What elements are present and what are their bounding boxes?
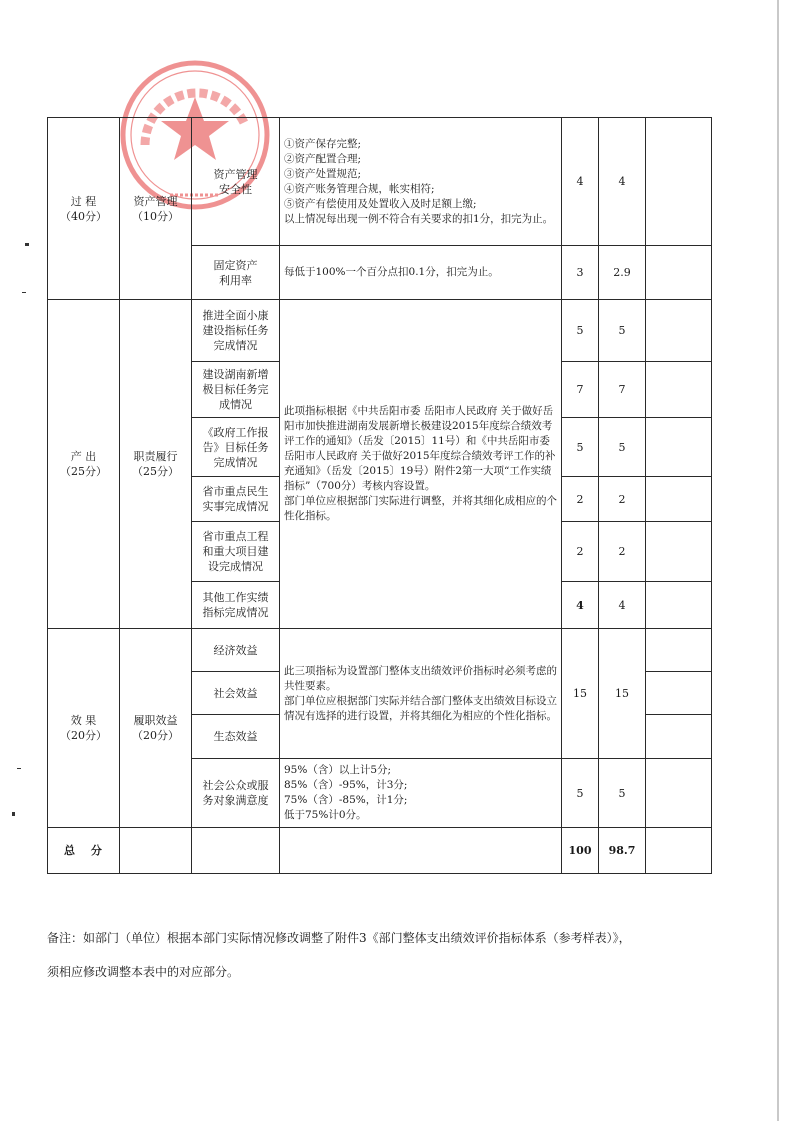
remark-cell [646, 715, 712, 759]
indicator-output-item: 其他工作实绩 指标完成情况 [192, 582, 280, 629]
criteria-asset-safety: ①资产保存完整; ②资产配置合理; ③资产处置规范; ④资产账务管理合规，帐实相符; ⑤资产有偿使用及处置收入及时足额上缴; 以上情况每出现一例不符合有关要求的扣1分，扣完为止。 [280, 118, 562, 246]
remark-cell [646, 629, 712, 672]
actual-score-cell: 15 [599, 629, 646, 759]
category-cell-effect: 效 果 （20分） [48, 629, 120, 828]
table-row [48, 300, 712, 362]
empty-cell [280, 828, 562, 874]
actual-score-cell: 2.9 [599, 246, 646, 300]
remark-cell [646, 828, 712, 874]
indicator-satisfaction: 社会公众或服 务对象满意度 [192, 759, 280, 828]
subcategory-cell-performance-benefit: 履职效益 （20分） [120, 629, 192, 828]
indicator-asset-safety: 资产管理 安全性 [192, 118, 280, 246]
score-cell: 4 [562, 118, 599, 246]
actual-score-cell: 5 [599, 759, 646, 828]
remark-cell [646, 118, 712, 246]
criteria-fixed-asset: 每低于100%一个百分点扣0.1分，扣完为止。 [280, 246, 562, 300]
score-cell: 4 [562, 582, 599, 629]
score-cell: 3 [562, 246, 599, 300]
remark-cell [646, 300, 712, 362]
indicator-fixed-asset-utilization: 固定资产 利用率 [192, 246, 280, 300]
criteria-output: 此项指标根据《中共岳阳市委 岳阳市人民政府 关于做好岳阳市加快推进湖南发展新增长极建设2015年度综合绩效考评工作的通知》（岳发〔2015〕11号）和《中共岳阳市委 岳阳市人民政府 关于做好2015年度综合绩效考评工作的补充通知》（岳发〔2015〕19号）附件2第一大项“工作实绩指标”（700分）考核内容设置。 部门单位应根据部门实际进行调整，并将其细化成相应的个性化指标。 [280, 300, 562, 629]
empty-cell [192, 828, 280, 874]
actual-score-cell: 5 [599, 418, 646, 477]
category-cell-process: 过 程 （40分） [48, 118, 120, 300]
criteria-benefits: 此三项指标为设置部门整体支出绩效评价指标时必须考虑的共性要素。 部门单位应根据部门实际并结合部门整体支出绩效目标设立情况有选择的进行设置，并将其细化为相应的个性化指标。 [280, 629, 562, 759]
indicator-output-item: 《政府工作报 告》目标任务 完成情况 [192, 418, 280, 477]
indicator-ecological-benefit: 生态效益 [192, 715, 280, 759]
total-actual-score: 98.7 [599, 828, 646, 874]
score-cell: 5 [562, 418, 599, 477]
remark-cell [646, 672, 712, 715]
margin-mark [17, 768, 21, 769]
total-score: 100 [562, 828, 599, 874]
indicator-output-item: 省市重点民生 实事完成情况 [192, 477, 280, 522]
remark-cell [646, 522, 712, 582]
remark-note-line2: 须相应修改调整本表中的对应部分。 [47, 965, 240, 979]
actual-score-cell: 5 [599, 300, 646, 362]
indicator-output-item: 省市重点工程 和重大项目建 设完成情况 [192, 522, 280, 582]
empty-cell [120, 828, 192, 874]
score-cell: 2 [562, 522, 599, 582]
remark-cell [646, 418, 712, 477]
score-cell: 7 [562, 362, 599, 418]
score-cell: 2 [562, 477, 599, 522]
page-edge-shadow [777, 0, 779, 1121]
table-row [48, 118, 712, 246]
total-label: 总 分 [48, 828, 120, 874]
margin-mark [25, 243, 29, 246]
score-cell: 5 [562, 300, 599, 362]
subcategory-cell-asset-management: 资产管理 （10分） [120, 118, 192, 300]
indicator-social-benefit: 社会效益 [192, 672, 280, 715]
category-cell-output: 产 出 （25分） [48, 300, 120, 629]
actual-score-cell: 4 [599, 118, 646, 246]
remark-cell [646, 477, 712, 522]
subcategory-cell-duty-performance: 职责履行 （25分） [120, 300, 192, 629]
remark-cell [646, 362, 712, 418]
evaluation-indicator-table [47, 117, 712, 874]
indicator-output-item: 推进全面小康 建设指标任务 完成情况 [192, 300, 280, 362]
actual-score-cell: 4 [599, 582, 646, 629]
remark-note-line1: 备注：如部门（单位）根据本部门实际情况修改调整了附件3《部门整体支出绩效评价指标体系（参考样表）》， [47, 931, 631, 945]
criteria-satisfaction: 95%（含）以上计5分; 85%（含）-95%，计3分; 75%（含）-85%，计1分; 低于75%计0分。 [280, 759, 562, 828]
table-row-total [48, 828, 712, 874]
remark-cell [646, 759, 712, 828]
margin-mark [12, 812, 15, 816]
actual-score-cell: 7 [599, 362, 646, 418]
remark-cell [646, 246, 712, 300]
actual-score-cell: 2 [599, 522, 646, 582]
table-row [48, 629, 712, 672]
indicator-output-item: 建设湖南新增 极目标任务完 成情况 [192, 362, 280, 418]
remark-cell [646, 582, 712, 629]
score-cell: 5 [562, 759, 599, 828]
indicator-economic-benefit: 经济效益 [192, 629, 280, 672]
score-cell: 15 [562, 629, 599, 759]
margin-mark [22, 292, 26, 293]
actual-score-cell: 2 [599, 477, 646, 522]
